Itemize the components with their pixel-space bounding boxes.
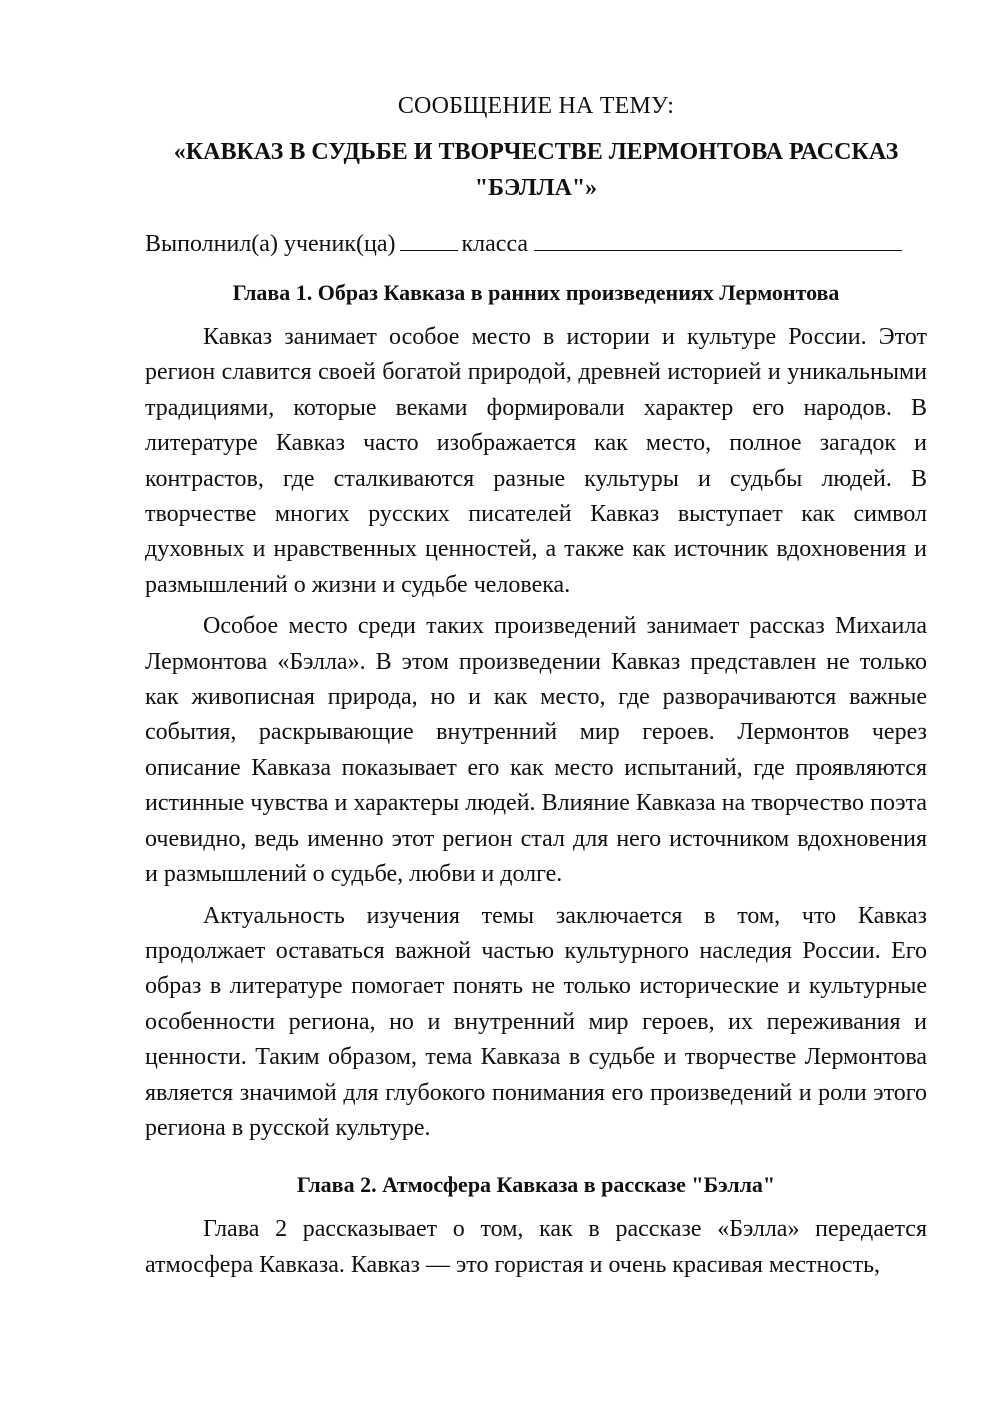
chapter-1-paragraph-2: Особое место среди таких произведений занимает рассказ Михаила Лермонтова «Бэлла». В этом произведении Кавказ представлен не только как живописная природа, но и как место, где разворачиваются важные события, раскрывающие внутренний мир героев. Лермонтов через описание Кавказа показывает его как место испытаний, где проявляются истинные чувства и характеры людей. Влияние Кавказа на творчество поэта очевидно, ведь именно этот регион стал для него источником вдохновения и размышлений о судьбе, любви и долге. bbox=[145, 613, 927, 888]
student-name-blank bbox=[534, 228, 902, 251]
title-line-1: «КАВКАЗ В СУДЬБЕ И ТВОРЧЕСТВЕ ЛЕРМОНТОВА РАССКАЗ bbox=[173, 139, 899, 165]
author-line bbox=[145, 226, 927, 262]
topic-label: СООБЩЕНИЕ НА ТЕМУ: bbox=[397, 93, 675, 119]
title-line-2: "БЭЛЛА"» bbox=[474, 175, 598, 201]
chapter-2-heading: Глава 2. Атмосфера Кавказа в рассказе "Бэлла" bbox=[296, 1172, 776, 1198]
author-prefix: Выполнил(а) ученик(ца) bbox=[145, 231, 396, 257]
chapter-2-paragraph-1: Глава 2 рассказывает о том, как в рассказе «Бэлла» передается атмосфера Кавказа. Кавказ — это гористая и очень красивая местность, bbox=[145, 1216, 927, 1278]
chapter-1-heading: Глава 1. Образ Кавказа в ранних произведениях Лермонтова bbox=[232, 280, 840, 305]
document-title bbox=[145, 134, 927, 206]
class-word: класса bbox=[461, 231, 529, 257]
document-page bbox=[145, 88, 927, 1289]
class-number-blank bbox=[400, 228, 458, 251]
chapter-1-paragraph-1: Кавказ занимает особое место в истории и культуре России. Этот регион славится своей богатой природой, древней историей и уникальными традициями, которые веками формировали характер его народов. В литературе Кавказ часто изображается как место, полное загадок и контрастов, где сталкиваются разные культуры и судьбы людей. В творчестве многих русских писателей Кавказ выступает как символ духовных и нравственных ценностей, а также как источник вдохновения и размышлений о жизни и судьбе человека. bbox=[145, 324, 927, 598]
chapter-1-paragraph-3: Актуальность изучения темы заключается в том, что Кавказ продолжает оставаться важной частью культурного наследия России. Его образ в литературе помогает понять не только исторические и культурные особенности региона, но и внутренний мир героев, их переживания и ценности. Таким образом, тема Кавказа в судьбе и творчестве Лермонтова является значимой для глубокого понимания его произведений и роли этого региона в русской культуре. bbox=[145, 902, 927, 1141]
